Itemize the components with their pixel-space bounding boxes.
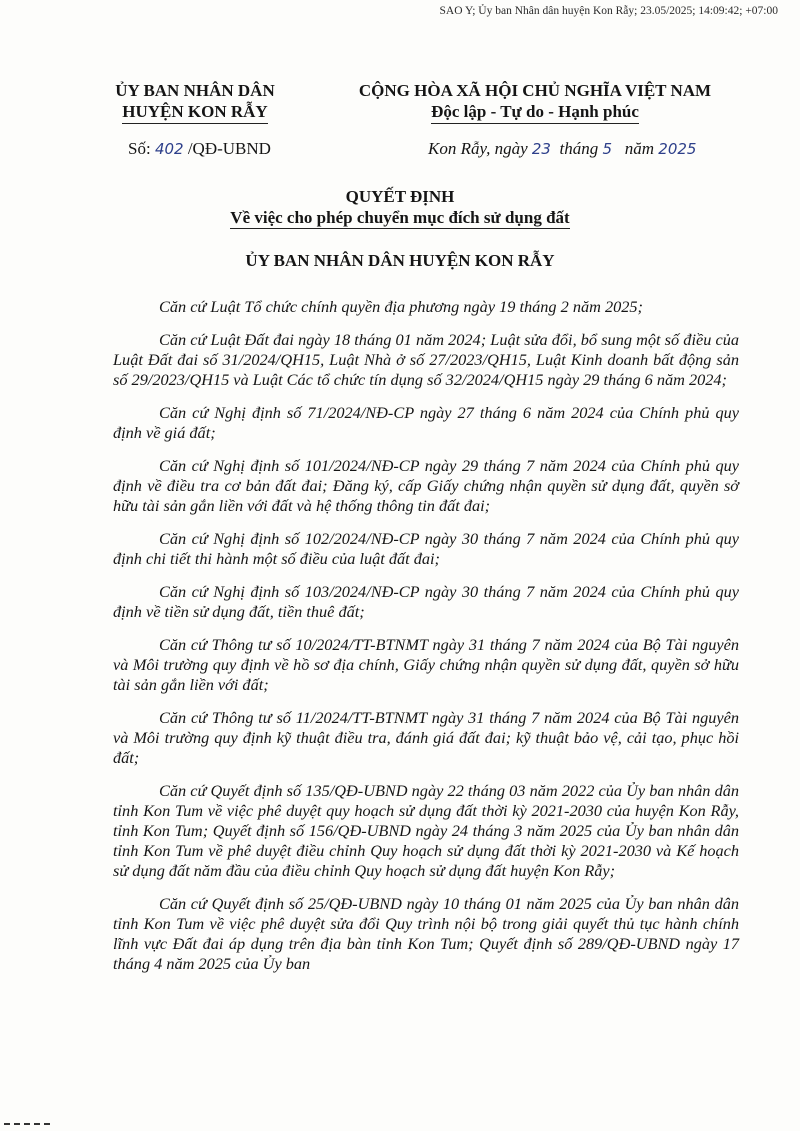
document-number (128, 139, 271, 159)
national-name: CỘNG HÒA XÃ HỘI CHỦ NGHĨA VIỆT NAM (358, 81, 712, 100)
place-date (428, 139, 696, 159)
digital-copy-stamp: SAO Y; Ủy ban Nhân dân huyện Kon Rẫy; 23.05/2025; 14:09:42; +07:00 (439, 5, 778, 17)
national-motto-header (335, 80, 735, 124)
issuing-authority-line1: ỦY BAN NHÂN DÂN (115, 81, 275, 100)
document-subtitle (0, 208, 800, 228)
legal-basis-paragraph: Căn cứ Nghị định số 101/2024/NĐ-CP ngày 29 tháng 7 năm 2024 của Chính phủ quy định về điều tra cơ bản đất đai; Đăng ký, cấp Giấy chứng nhận quyền sử dụng đất, quyền sở hữu tài sản gắn liền với đất và hệ thống thông tin đất đai; (113, 456, 739, 515)
legal-basis-paragraph: Căn cứ Thông tư số 11/2024/TT-BTNMT ngày 31 tháng 7 năm 2024 của Bộ Tài nguyên và Môi trường quy định kỹ thuật điều tra, đánh giá đất đai; kỹ thuật bảo vệ, cải tạo, phục hồi đất; (113, 708, 739, 767)
legal-basis-paragraph: Căn cứ Quyết định số 25/QĐ-UBND ngày 10 tháng 01 năm 2025 của Ủy ban nhân dân tỉnh Kon Tum về việc phê duyệt sửa đổi Quy trình nội bộ trong giải quyết thủ tục hành chính lĩnh vực Đất đai áp dụng trên địa bàn tỉnh Kon Tum; Quyết định số 289/QĐ-UBND ngày 17 tháng 4 năm 2025 của Ủy ban (113, 894, 739, 973)
legal-basis-paragraph: Căn cứ Luật Đất đai ngày 18 tháng 01 năm 2024; Luật sửa đổi, bổ sung một số điều của Luật Đất đai số 31/2024/QH15, Luật Nhà ở số 27/2023/QH15, Luật Kinh doanh bất động sản số 29/2023/QH15 và Luật Các tổ chức tín dụng số 32/2024/QH15 ngày 29 tháng 6 năm 2024; (113, 330, 739, 389)
date-year-handwritten: 2025 (658, 140, 697, 158)
legal-basis-paragraph: Căn cứ Nghị định số 71/2024/NĐ-CP ngày 27 tháng 6 năm 2024 của Chính phủ quy định về giá đất; (113, 403, 739, 442)
place-label: Kon Rẫy, ngày (428, 139, 528, 158)
date-day-handwritten: 23 (531, 140, 551, 158)
year-label: năm (624, 139, 655, 158)
national-motto: Độc lập - Tự do - Hạnh phúc (431, 101, 639, 124)
document-subtitle-text: Về việc cho phép chuyển mục đích sử dụng đất (230, 208, 570, 227)
issuing-authority-line2: HUYỆN KON RẪY (122, 101, 267, 124)
legal-basis-paragraph: Căn cứ Quyết định số 135/QĐ-UBND ngày 22 tháng 03 năm 2022 của Ủy ban nhân dân tỉnh Kon Tum về việc phê duyệt quy hoạch sử dụng đất thời kỳ 2021-2030 của huyện Kon Rẫy, tỉnh Kon Tum; Quyết định số 156/QĐ-UBND ngày 24 tháng 3 năm 2025 của Ủy ban nhân dân tỉnh Kon Tum về phê duyệt điều chỉnh Quy hoạch sử dụng đất thời kỳ 2021-2030 và Kế hoạch sử dụng đất năm đầu của điều chỉnh Quy hoạch sử dụng đất huyện Kon Rẫy; (113, 781, 739, 880)
legal-basis-paragraph: Căn cứ Nghị định số 103/2024/NĐ-CP ngày 30 tháng 7 năm 2024 của Chính phủ quy định về tiền sử dụng đất, tiền thuê đất; (113, 582, 739, 621)
scan-edge-mark (4, 1120, 50, 1125)
legal-basis-paragraph: Căn cứ Thông tư số 10/2024/TT-BTNMT ngày 31 tháng 7 năm 2024 của Bộ Tài nguyên và Môi trường quy định về hồ sơ địa chính, Giấy chứng nhận quyền sử dụng đất, quyền sở hữu tài sản gắn liền với đất; (113, 635, 739, 694)
document-number-suffix: /QĐ-UBND (187, 139, 271, 158)
issuing-authority-header (100, 80, 290, 124)
document-title: QUYẾT ĐỊNH (345, 187, 455, 206)
legal-basis-paragraph: Căn cứ Luật Tổ chức chính quyền địa phương ngày 19 tháng 2 năm 2025; (159, 297, 643, 316)
document-number-handwritten: 402 (154, 140, 184, 158)
document-number-prefix: Số: (128, 139, 151, 158)
date-month-handwritten: 5 (602, 140, 613, 158)
issuing-authority-title: ỦY BAN NHÂN DÂN HUYỆN KON RẪY (245, 251, 555, 270)
legal-basis-paragraph: Căn cứ Nghị định số 102/2024/NĐ-CP ngày 30 tháng 7 năm 2024 của Chính phủ quy định chi tiết thi hành một số điều của luật đất đai; (113, 529, 739, 568)
month-label: tháng (559, 139, 599, 158)
document-body (113, 297, 739, 987)
